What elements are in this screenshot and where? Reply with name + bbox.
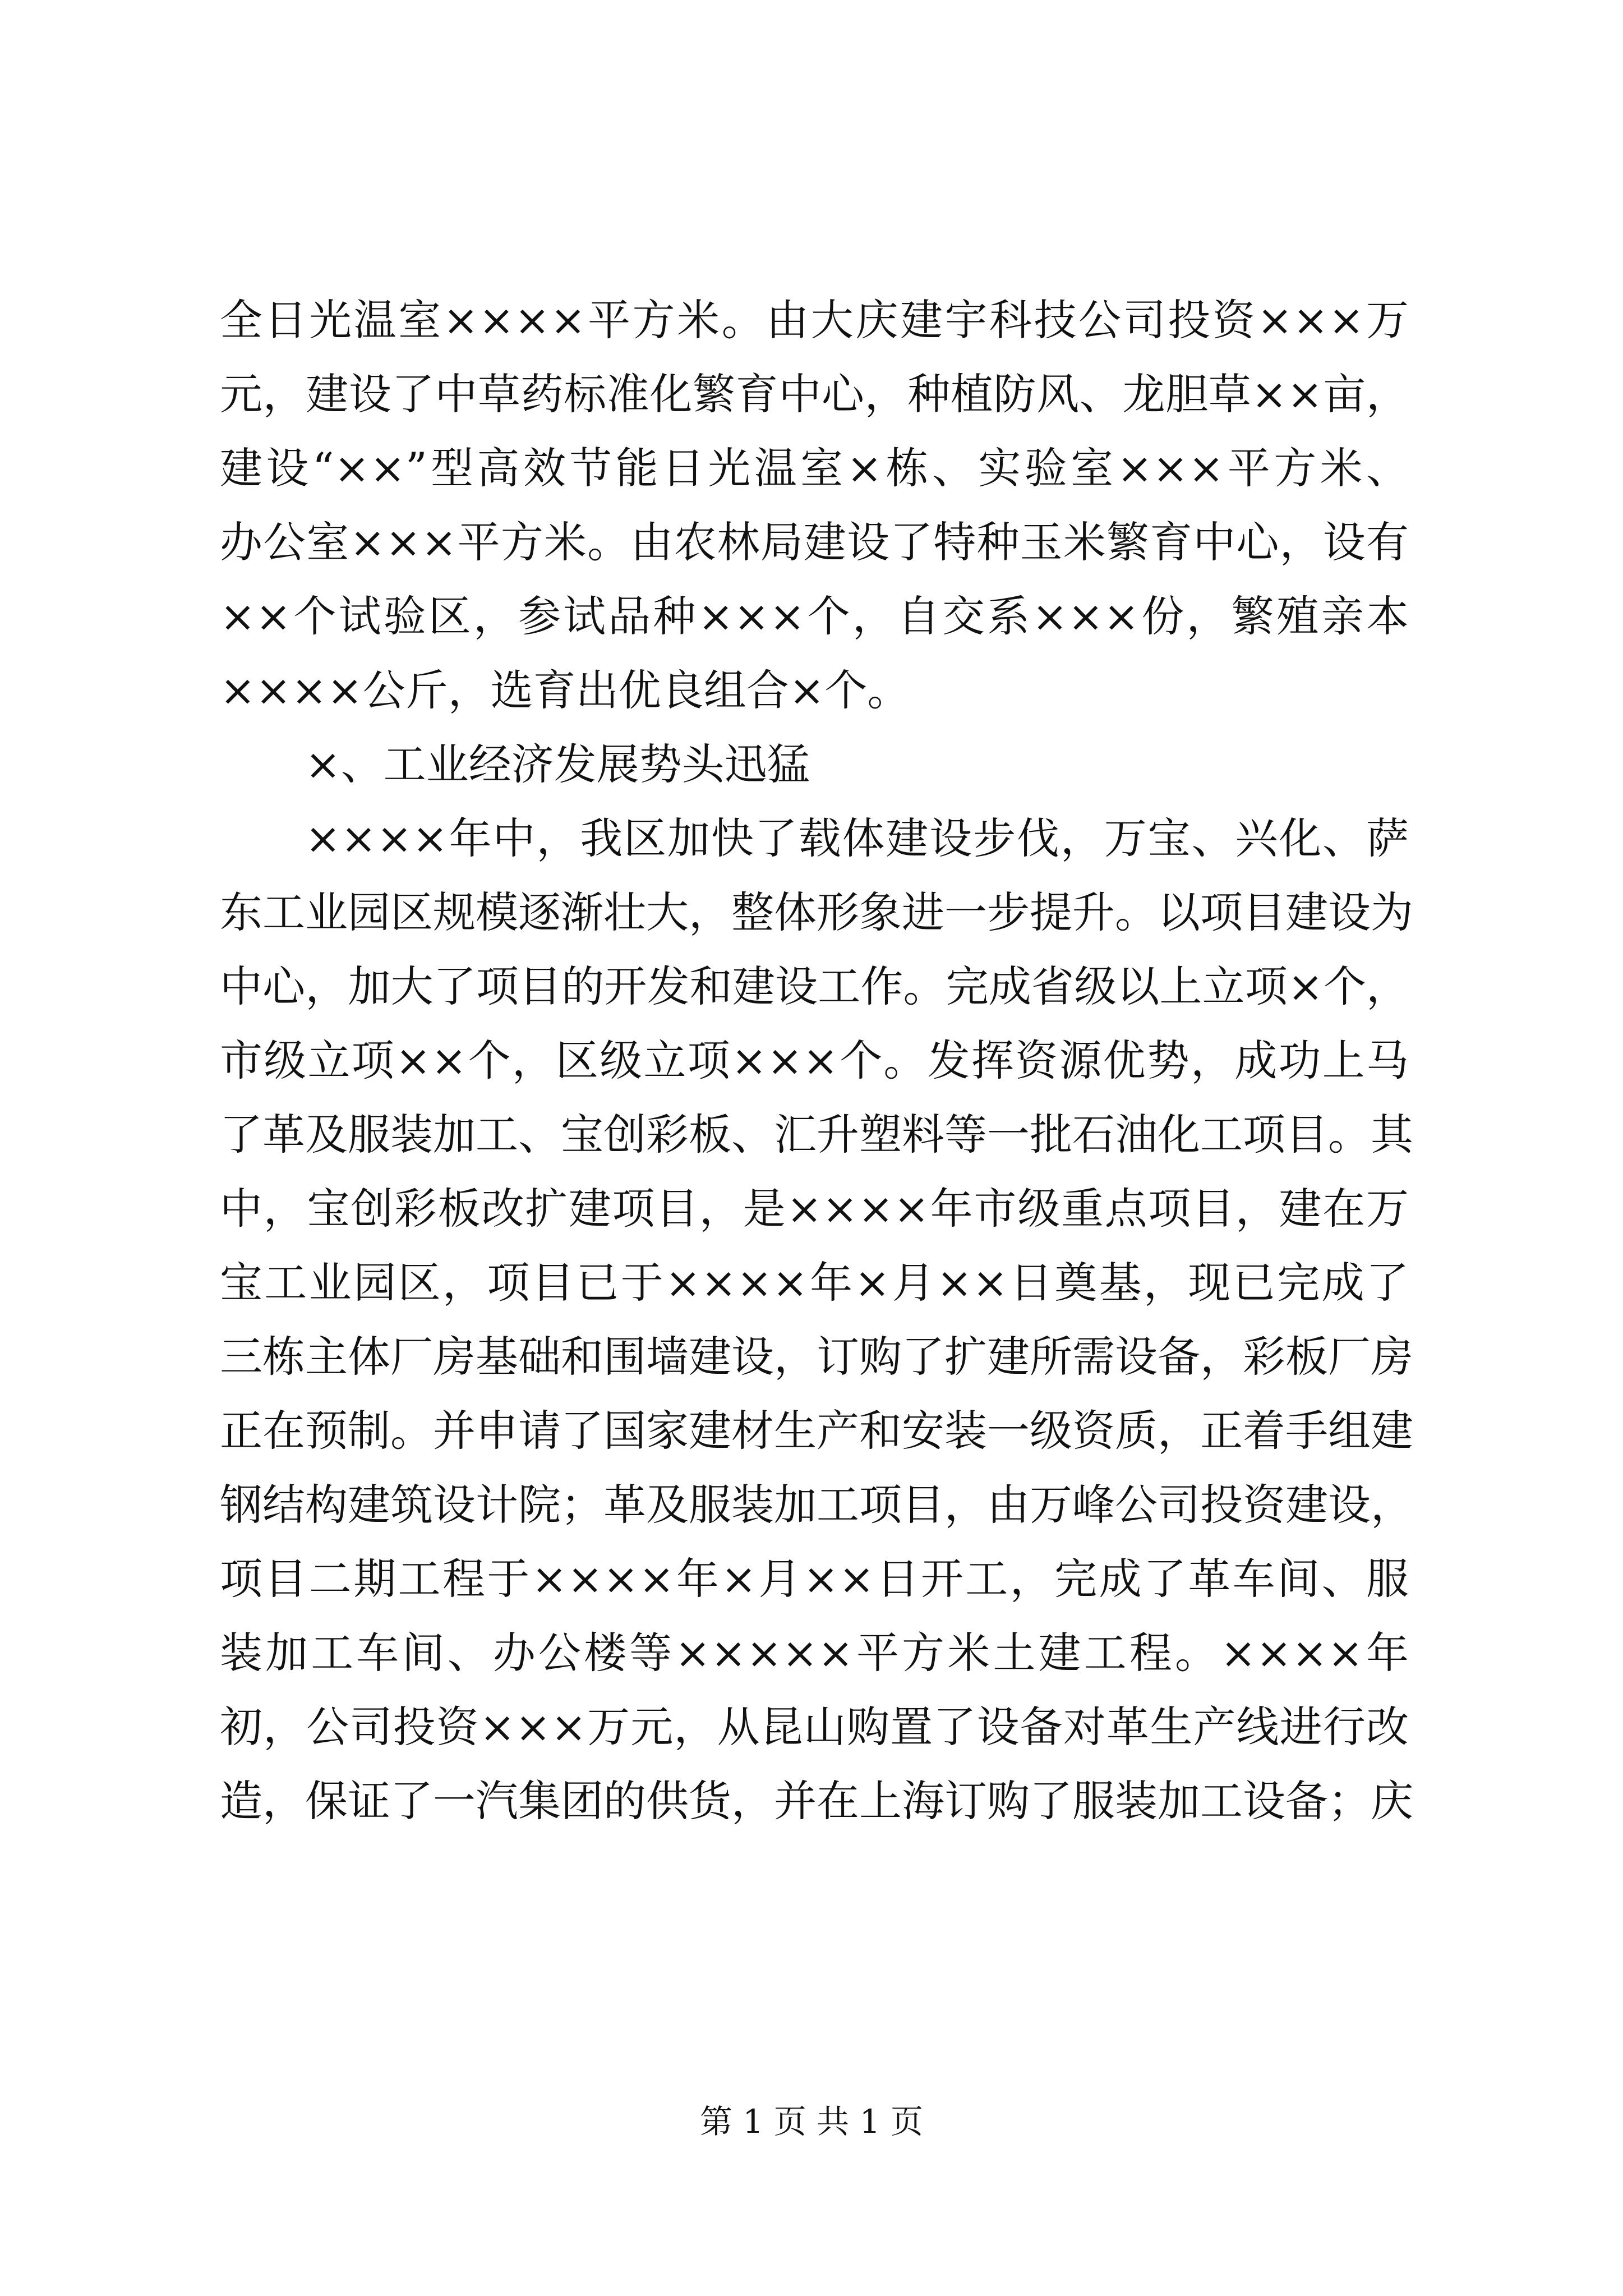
text-line: 钢结构建筑设计院；革及服装加工项目，由万峰公司投资建设，	[220, 1480, 1413, 1530]
text-line: 三栋主体厂房基础和围墙建设，订购了扩建所需设备，彩板厂房	[220, 1332, 1413, 1382]
text-line: 正在预制。并申请了国家建材生产和安装一级资质，正着手组建	[220, 1406, 1413, 1456]
text-line: 项目二期工程于××××年×月××日开工，完成了革车间、服	[220, 1554, 1409, 1604]
text-line: 建设“××”型高效节能日光温室×栋、实验室×××平方米、	[220, 443, 1409, 493]
page-number-footer: 第 1 页 共 1 页	[700, 2102, 923, 2141]
text-line: 装加工车间、办公楼等×××××平方米土建工程。××××年	[220, 1628, 1409, 1678]
text-line: ××××公斤，选育出优良组合×个。	[220, 665, 910, 715]
section-heading: ×、工业经济发展势头迅猛	[305, 739, 810, 789]
text-line: 元，建设了中草药标准化繁育中心，种植防风、龙胆草××亩，	[220, 369, 1409, 419]
text-line: ××××年中，我区加快了载体建设步伐，万宝、兴化、萨	[305, 813, 1409, 863]
text-line: 造，保证了一汽集团的供货，并在上海订购了服装加工设备；庆	[220, 1776, 1413, 1826]
text-line: 了革及服装加工、宝创彩板、汇升塑料等一批石油化工项目。其	[220, 1110, 1413, 1159]
text-line: 东工业园区规模逐渐壮大，整体形象进一步提升。以项目建设为	[220, 887, 1413, 937]
text-line: 初，公司投资×××万元，从昆山购置了设备对革生产线进行改	[220, 1702, 1409, 1752]
text-line: 办公室×××平方米。由农林局建设了特种玉米繁育中心，设有	[220, 517, 1409, 567]
text-line: 市级立项××个，区级立项×××个。发挥资源优势，成功上马	[220, 1036, 1409, 1085]
text-line: 中心，加大了项目的开发和建设工作。完成省级以上立项×个，	[220, 961, 1409, 1011]
text-line: ××个试验区，参试品种×××个，自交系×××份，繁殖亲本	[220, 591, 1409, 641]
text-line: 宝工业园区，项目已于××××年×月××日奠基，现已完成了	[220, 1258, 1409, 1308]
text-line: 中，宝创彩板改扩建项目，是××××年市级重点项目，建在万	[220, 1184, 1409, 1234]
text-line: 全日光温室××××平方米。由大庆建宇科技公司投资×××万	[220, 295, 1409, 345]
